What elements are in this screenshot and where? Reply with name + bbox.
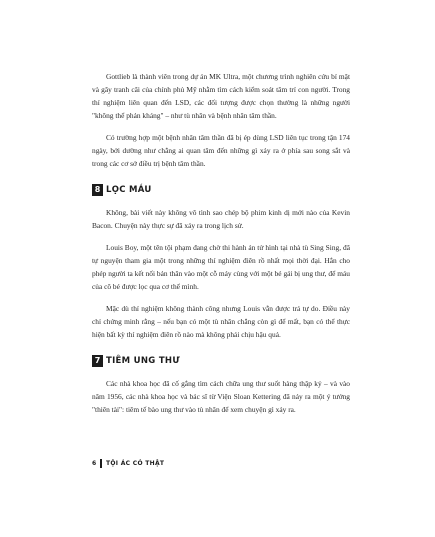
section-title: TIÊM UNG THƯ <box>106 356 180 366</box>
section-paragraph: Các nhà khoa học đã cố gắng tìm cách chữa ung thư suốt hàng thập kỷ – và vào năm 1956, các nhà khoa học và bác sĩ từ Viện Sloan Kettering đã nảy ra một ý tưởng "thiên tài": tiêm tế bào ung thư vào tù nhân để xem chuyện gì xảy ra. <box>92 379 350 414</box>
section-number-badge: 7 <box>92 355 103 367</box>
intro-paragraph: Có trường hợp một bệnh nhân tâm thần đã bị ép dùng LSD liên tục trong tận 174 ngày, bởi dường như chẳng ai quan tâm đến những gì xảy ra ở phía sau song sắt và trong các cơ sở điều trị bệnh tâm thần. <box>92 133 350 168</box>
page-content <box>92 70 350 425</box>
intro-paragraph: Gottlieb là thành viên trong dự án MK Ultra, một chương trình nghiên cứu bí mật và gây tranh cãi của chính phủ Mỹ nhằm tìm cách kiểm soát tâm trí con người. Trong thí nghiệm liên quan đến LSD, các đối tượng được chọn thường là những người "không thể phản kháng" – như tù nhân và bệnh nhân tâm thần. <box>92 72 350 120</box>
section-title: LỌC MÁU <box>106 185 152 195</box>
section-heading-loc-mau <box>92 184 350 196</box>
section-paragraph: Mặc dù thí nghiệm không thành công nhưng Louis vẫn được trả tự do. Điều này chỉ chứng minh rằng – nếu bạn có một tù nhân chẳng còn gì để mất, bạn có thể thực hiện bất kỳ thí nghiệm điên rồ nào mà không phải chịu hậu quả. <box>92 304 350 339</box>
page-number: 6 <box>92 460 97 467</box>
section-heading-tiem-ung-thu <box>92 355 350 367</box>
section-paragraph: Louis Boy, một tên tội phạm đang chờ thi hành án tử hình tại nhà tù Sing Sing, đã tự nguyện tham gia một trong những thí nghiệm điên rồ nhất mọi thời đại. Hắn cho phép người ta kết nối bản thân vào một cỗ máy cùng với một bé gái bị ung thư, để máu của cô bé được lọc qua cơ thể mình. <box>92 243 350 291</box>
book-title: TỘI ÁC CÓ THẬT <box>105 460 165 467</box>
page-footer <box>92 459 164 468</box>
section-paragraph: Không, bài viết này không vô tình sao chép bộ phim kinh dị mới nào của Kevin Bacon. Chuyện này thực sự đã xảy ra trong lịch sử. <box>92 208 350 230</box>
section-number-badge: 8 <box>92 184 103 196</box>
footer-divider <box>100 459 102 468</box>
